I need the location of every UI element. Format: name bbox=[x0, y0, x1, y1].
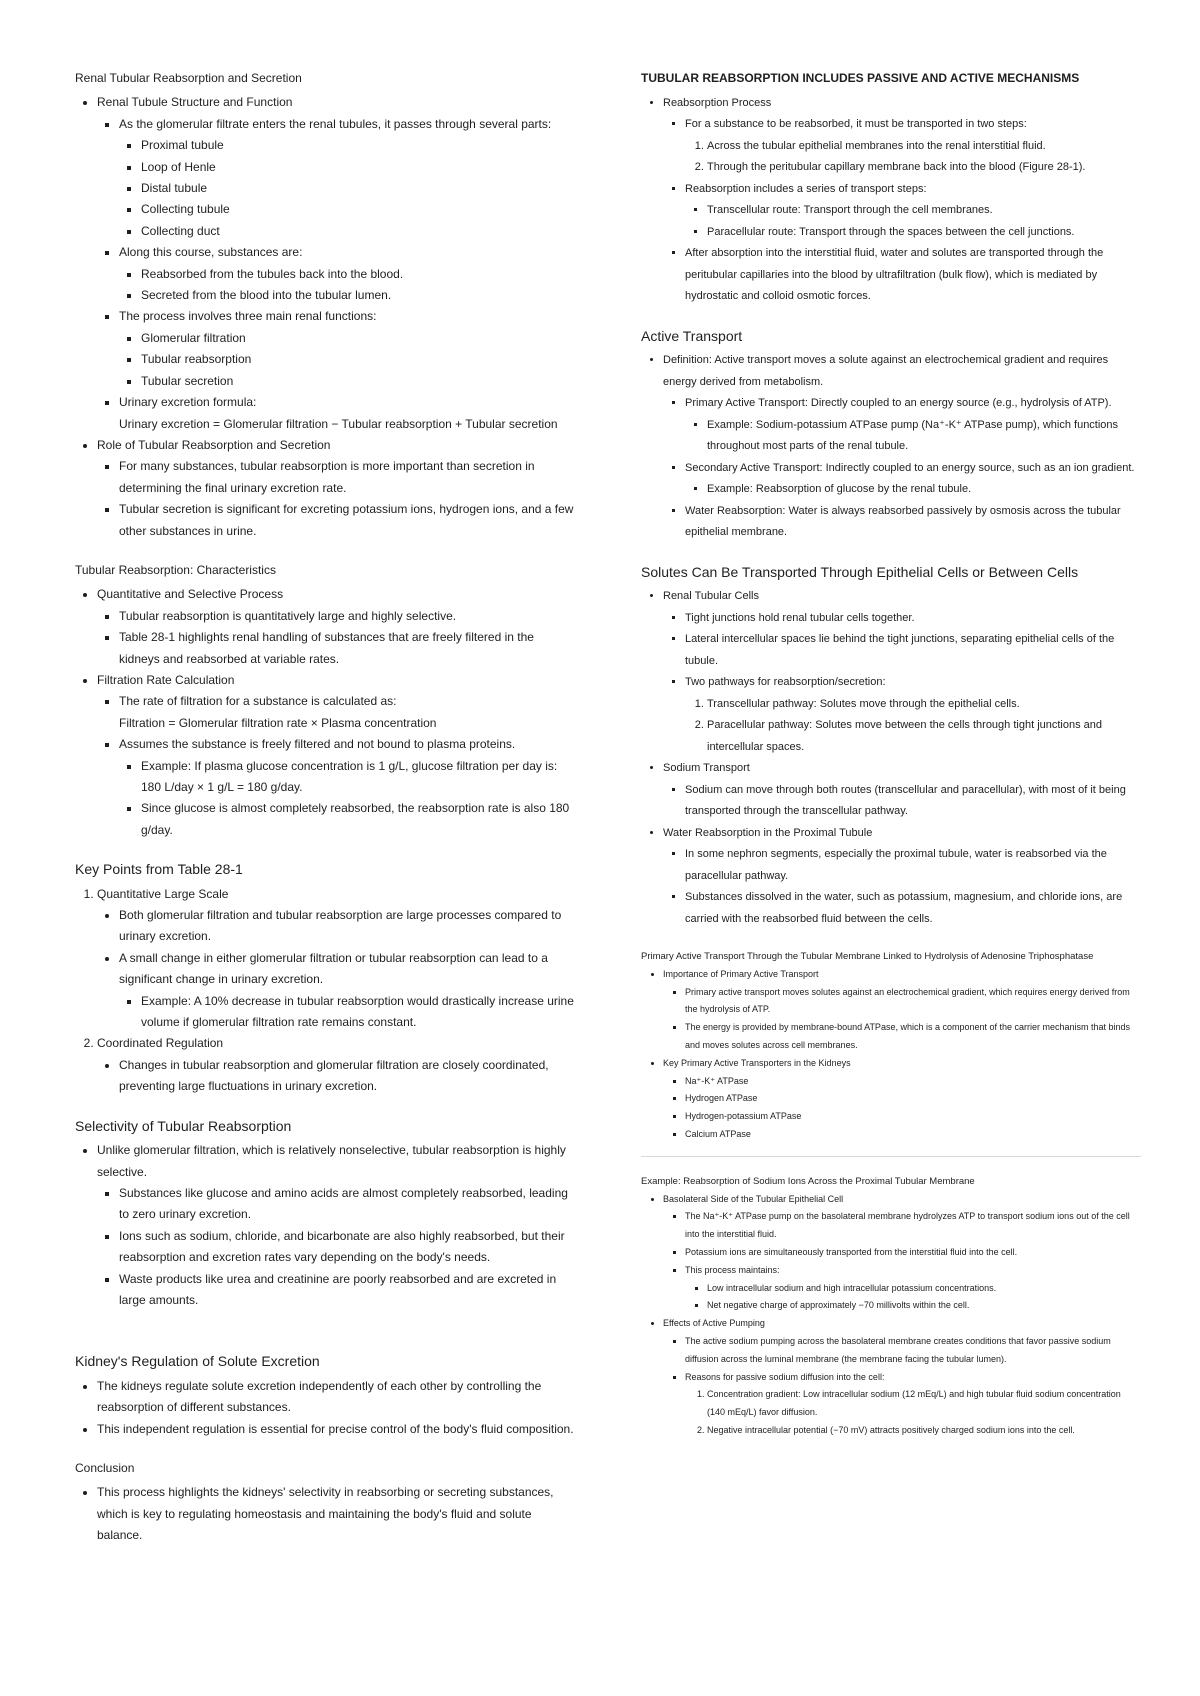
list-item-text: Definition: Active transport moves a solute against an electrochemical gradient and requires energy derived from metabolism. bbox=[663, 354, 1109, 388]
section-selectivity bbox=[75, 1116, 575, 1312]
list-item bbox=[97, 670, 575, 841]
list-item: • Both glomerular filtration and tubular reabsorption are large processes compared to urinary excretion. bbox=[119, 905, 575, 948]
list-item bbox=[663, 93, 1141, 308]
list-item-text: Importance of Primary Active Transport bbox=[663, 968, 819, 979]
list-item: ▪ Tight junctions hold renal tubular cells together. bbox=[685, 608, 1141, 630]
list-item bbox=[119, 691, 575, 734]
list-item bbox=[663, 823, 1141, 931]
list-item-text: Primary Active Transport: Directly coupled to an energy source (e.g., hydrolysis of ATP). bbox=[685, 397, 1112, 409]
list-item bbox=[141, 756, 575, 799]
list-item: ▪ Net negative charge of approximately −70 millivolts within the cell. bbox=[707, 1297, 1141, 1315]
section-title: Active Transport bbox=[641, 327, 743, 344]
list-item-text: Basolateral Side of the Tubular Epithelial Cell bbox=[663, 1193, 844, 1204]
section-characteristics bbox=[75, 560, 575, 841]
list-item: ▪ In some nephron segments, especially the proximal tubule, water is reabsorbed via the paracellular pathway. bbox=[685, 844, 1141, 887]
list-item-text: Example: If plasma glucose concentration is 1 g/L, glucose filtration per day is: bbox=[141, 758, 558, 773]
list-item: ▪ The energy is provided by membrane-bound ATPase, which is a component of the carrier mechanism that binds and moves solutes across cell membranes. bbox=[685, 1019, 1141, 1055]
list-item bbox=[119, 306, 575, 392]
list-item: ▪ Low intracellular sodium and high intracellular potassium concentrations. bbox=[707, 1280, 1141, 1298]
list-item bbox=[97, 584, 575, 670]
list-item: ▪ Distal tubule bbox=[141, 178, 575, 199]
list-item bbox=[119, 948, 575, 1034]
list-item: ▪ Potassium ions are simultaneously transported from the interstitial fluid into the cell. bbox=[685, 1244, 1141, 1262]
list-item-text: Unlike glomerular filtration, which is relatively nonselective, tubular reabsorption is highly selective. bbox=[97, 1143, 566, 1179]
list-item: ▪ Example: Sodium-potassium ATPase pump (Na⁺-K⁺ ATPase pump), which functions throughout most parts of the renal tubule. bbox=[707, 415, 1141, 458]
list-item-text: Key Primary Active Transporters in the Kidneys bbox=[663, 1057, 851, 1068]
list-item-text: The rate of filtration for a substance is calculated as: bbox=[119, 694, 397, 709]
list-item: • Changes in tubular reabsorption and glomerular filtration are closely coordinated, preventing large fluctuations in urinary excretion. bbox=[119, 1055, 575, 1098]
list-item bbox=[119, 114, 575, 242]
list-item: • The kidneys regulate solute excretion independently of each other by controlling the reabsorption of different substances. bbox=[97, 1376, 575, 1419]
bullet-list bbox=[75, 92, 575, 542]
section-title: Key Points from Table 28-1 bbox=[75, 861, 243, 878]
section-title: Example: Reabsorption of Sodium Ions Across the Proximal Tubular Membrane bbox=[641, 1175, 975, 1187]
right-column bbox=[641, 68, 1141, 1440]
list-item: ▪ Example: A 10% decrease in tubular reabsorption would drastically increase urine volume if glomerular filtration rate remains constant. bbox=[141, 991, 575, 1034]
list-item-text: Two pathways for reabsorption/secretion: bbox=[685, 676, 886, 688]
list-item-text: The process involves three main renal functions: bbox=[119, 309, 377, 324]
list-item: 2. Through the peritubular capillary membrane back into the blood (Figure 28-1). bbox=[707, 157, 1141, 179]
section-kidney-regulation bbox=[75, 1351, 575, 1440]
list-item: ▪ The active sodium pumping across the basolateral membrane creates conditions that favor passive sodium diffusion across the luminal membrane (the membrane facing the tubular lumen). bbox=[685, 1333, 1141, 1369]
section-title: Renal Tubular Reabsorption and Secretion bbox=[75, 71, 302, 85]
section-sodium-example bbox=[641, 1173, 1141, 1440]
formula: Urinary excretion = Glomerular filtration − Tubular reabsorption + Tubular secretion bbox=[119, 416, 558, 431]
left-column bbox=[75, 68, 575, 1547]
list-item: ▪ Since glucose is almost completely reabsorbed, the reabsorption rate is also 180 g/day. bbox=[141, 798, 575, 841]
section-title: Conclusion bbox=[75, 1460, 135, 1475]
section-title: Kidney's Regulation of Solute Excretion bbox=[75, 1353, 320, 1370]
list-item-text: A small change in either glomerular filtration or tubular reabsorption can lead to a significant change in urinary excretion. bbox=[119, 950, 548, 987]
list-item bbox=[663, 1191, 1141, 1316]
list-item bbox=[663, 586, 1141, 758]
section-divider bbox=[641, 1156, 1141, 1157]
list-item: ▪ Tubular secretion bbox=[141, 371, 575, 392]
list-item: ▪ After absorption into the interstitial fluid, water and solutes are transported through the peritubular capillaries into the blood by ultrafiltration (bulk flow), which is mediated by hydrostatic and colloid osmotic forces. bbox=[685, 243, 1141, 308]
list-item: ▪ Substances dissolved in the water, such as potassium, magnesium, and chloride ions, are carried with the reabsorbed fluid between the cells. bbox=[685, 887, 1141, 930]
list-item: ▪ Tubular reabsorption bbox=[141, 349, 575, 370]
list-item: ▪ Lateral intercellular spaces lie behind the tight junctions, separating epithelial cells of the tubule. bbox=[685, 629, 1141, 672]
formula: Filtration = Glomerular filtration rate × Plasma concentration bbox=[119, 715, 437, 730]
list-item-text: Sodium Transport bbox=[663, 762, 750, 774]
list-item bbox=[97, 92, 575, 435]
list-item bbox=[97, 1033, 575, 1097]
list-item-text: Renal Tubule Structure and Function bbox=[97, 95, 293, 110]
list-item: • This independent regulation is essential for precise control of the body's fluid composition. bbox=[97, 1419, 575, 1440]
list-item: • This process highlights the kidneys' selectivity in reabsorbing or secreting substances, which is key to regulating homeostasis and maintaining the body's fluid and solute balance. bbox=[97, 1482, 575, 1546]
list-item-text: As the glomerular filtrate enters the renal tubules, it passes through several parts: bbox=[119, 116, 552, 131]
list-item-text: For a substance to be reabsorbed, it must be transported in two steps: bbox=[685, 118, 1027, 130]
list-item: ▪ Secreted from the blood into the tubular lumen. bbox=[141, 285, 575, 306]
list-item: ▪ Calcium ATPase bbox=[685, 1126, 1141, 1144]
section-conclusion bbox=[75, 1458, 575, 1547]
list-item bbox=[119, 242, 575, 306]
list-item: ▪ Ions such as sodium, chloride, and bicarbonate are also highly reabsorbed, but their reabsorption and excretion rates vary depending on the body's needs. bbox=[119, 1226, 575, 1269]
list-item-text: Effects of Active Pumping bbox=[663, 1318, 765, 1329]
list-item bbox=[663, 350, 1141, 544]
list-item: ▪ Transcellular route: Transport through the cell membranes. bbox=[707, 200, 1141, 222]
section-epithelial-transport bbox=[641, 562, 1141, 931]
list-item-text: Filtration Rate Calculation bbox=[97, 672, 235, 687]
list-item: ▪ Example: Reabsorption of glucose by the renal tubule. bbox=[707, 479, 1141, 501]
list-item: ▪ The Na⁺-K⁺ ATPase pump on the basolateral membrane hydrolyzes ATP to transport sodium ions out of the cell into the interstitial fluid. bbox=[685, 1208, 1141, 1244]
list-item bbox=[685, 114, 1141, 179]
section-title: TUBULAR REABSORPTION INCLUDES PASSIVE AND ACTIVE MECHANISMS bbox=[641, 71, 1080, 85]
list-item-text: Role of Tubular Reabsorption and Secretion bbox=[97, 437, 331, 452]
list-item bbox=[119, 734, 575, 841]
list-item: ▪ For many substances, tubular reabsorption is more important than secretion in determining the final urinary excretion rate. bbox=[119, 456, 575, 499]
list-item: ▪ Hydrogen ATPase bbox=[685, 1090, 1141, 1108]
list-item: ▪ Paracellular route: Transport through the spaces between the cell junctions. bbox=[707, 222, 1141, 244]
section-title: Primary Active Transport Through the Tubular Membrane Linked to Hydrolysis of Adenosine Triphosphatase bbox=[641, 951, 1094, 962]
list-item: ▪ Primary active transport moves solutes against an electrochemical gradient, which requires energy derived from the hydrolysis of ATP. bbox=[685, 984, 1141, 1020]
list-item bbox=[97, 1140, 575, 1311]
list-item: ▪ Water Reabsorption: Water is always reabsorbed passively by osmosis across the tubular epithelial membrane. bbox=[685, 501, 1141, 544]
list-item bbox=[663, 966, 1141, 1055]
list-item-text: Renal Tubular Cells bbox=[663, 590, 759, 602]
list-item: ▪ Collecting duct bbox=[141, 221, 575, 242]
list-item-text: Along this course, substances are: bbox=[119, 245, 303, 260]
list-item-text: Quantitative and Selective Process bbox=[97, 587, 284, 602]
list-item: ▪ Tubular reabsorption is quantitatively large and highly selective. bbox=[119, 606, 575, 627]
list-item: ▪ Sodium can move through both routes (transcellular and paracellular), with most of it being transported through the transcellular pathway. bbox=[685, 780, 1141, 823]
list-item: ▪ Table 28-1 highlights renal handling of substances that are freely filtered in the kidneys and reabsorbed at variable rates. bbox=[119, 627, 575, 670]
list-item: 1. Concentration gradient: Low intracellular sodium (12 mEq/L) and high tubular fluid sodium concentration (140 mEq/L) favor diffusion. bbox=[707, 1386, 1141, 1422]
list-item bbox=[685, 1262, 1141, 1315]
list-item-text: This process maintains: bbox=[685, 1264, 780, 1275]
list-item bbox=[663, 758, 1141, 823]
formula: 180 L/day × 1 g/L = 180 g/day. bbox=[141, 780, 303, 794]
list-item bbox=[685, 179, 1141, 244]
section-renal-tubular-reabsorption bbox=[75, 68, 575, 542]
list-item: 2. Negative intracellular potential (−70 mV) attracts positively charged sodium ions into the cell. bbox=[707, 1422, 1141, 1440]
list-item bbox=[685, 1369, 1141, 1440]
section-primary-active-transport bbox=[641, 948, 1141, 1144]
list-item bbox=[119, 392, 575, 435]
list-item bbox=[97, 884, 575, 1034]
list-item: ▪ Glomerular filtration bbox=[141, 328, 575, 349]
list-item: ▪ Proximal tubule bbox=[141, 135, 575, 156]
list-item: 1. Transcellular pathway: Solutes move through the epithelial cells. bbox=[707, 694, 1141, 716]
list-item: ▪ Hydrogen-potassium ATPase bbox=[685, 1108, 1141, 1126]
list-item: ▪ Tubular secretion is significant for excreting potassium ions, hydrogen ions, and a few other substances in urine. bbox=[119, 499, 575, 542]
section-title: Selectivity of Tubular Reabsorption bbox=[75, 1117, 292, 1134]
list-item bbox=[663, 1315, 1141, 1440]
section-active-transport bbox=[641, 326, 1141, 544]
list-item-text: Reabsorption Process bbox=[663, 96, 772, 109]
list-item bbox=[685, 672, 1141, 758]
list-item bbox=[685, 458, 1141, 501]
section-title: Tubular Reabsorption: Characteristics bbox=[75, 562, 276, 577]
list-item-text: Secondary Active Transport: Indirectly coupled to an energy source, such as an ion gradient. bbox=[685, 461, 1135, 474]
list-item: ▪ Waste products like urea and creatinine are poorly reabsorbed and are excreted in large amounts. bbox=[119, 1269, 575, 1312]
list-item: ▪ Reabsorbed from the tubules back into the blood. bbox=[141, 264, 575, 285]
section-passive-active bbox=[641, 68, 1141, 308]
list-item: ▪ Substances like glucose and amino acids are almost completely reabsorbed, leading to zero urinary excretion. bbox=[119, 1183, 575, 1226]
section-title: Solutes Can Be Transported Through Epithelial Cells or Between Cells bbox=[641, 563, 1079, 580]
list-item bbox=[663, 1055, 1141, 1144]
list-item-text: Water Reabsorption in the Proximal Tubule bbox=[663, 826, 873, 839]
list-item-text: Coordinated Regulation bbox=[97, 1036, 224, 1051]
list-item-text: Reasons for passive sodium diffusion into the cell: bbox=[685, 1371, 885, 1382]
list-item: ▪ Collecting tubule bbox=[141, 199, 575, 220]
list-item-text: Reabsorption includes a series of transport steps: bbox=[685, 182, 927, 195]
list-item: ▪ Loop of Henle bbox=[141, 157, 575, 178]
list-item-text: Urinary excretion formula: bbox=[119, 395, 257, 410]
list-item-text: Quantitative Large Scale bbox=[97, 886, 229, 901]
list-item-text: Assumes the substance is freely filtered and not bound to plasma proteins. bbox=[119, 737, 516, 752]
list-item bbox=[97, 435, 575, 542]
list-item: 1. Across the tubular epithelial membranes into the renal interstitial fluid. bbox=[707, 136, 1141, 158]
section-key-points bbox=[75, 859, 575, 1097]
list-item: ▪ Na⁺-K⁺ ATPase bbox=[685, 1073, 1141, 1091]
list-item bbox=[685, 393, 1141, 458]
list-item: 2. Paracellular pathway: Solutes move between the cells through tight junctions and intercellular spaces. bbox=[707, 715, 1141, 758]
